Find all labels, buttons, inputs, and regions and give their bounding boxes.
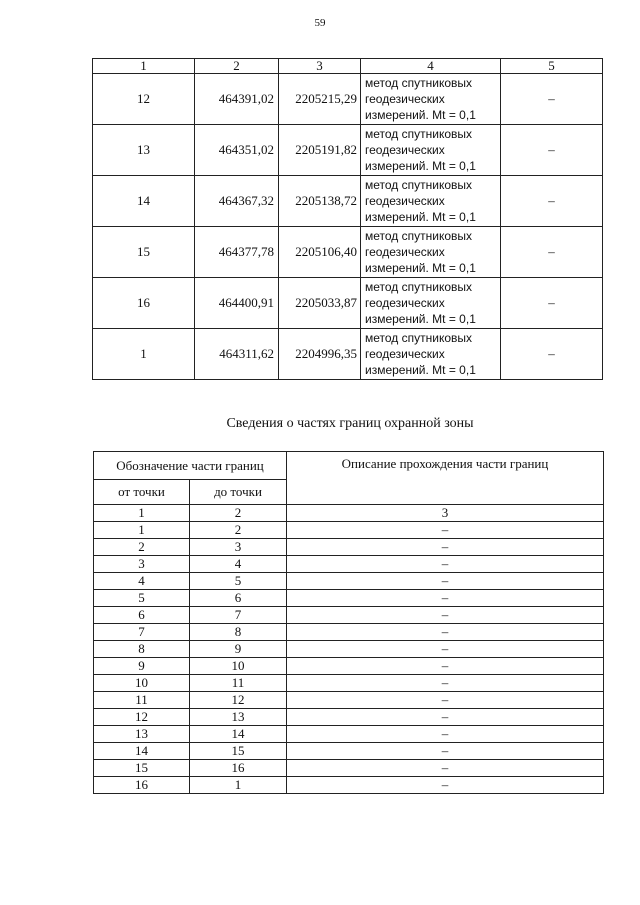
description-header: Описание прохождения части границ <box>287 452 604 505</box>
point-number-cell: 14 <box>93 176 195 227</box>
parts-header-row <box>94 452 604 480</box>
table-row <box>94 743 604 760</box>
y-coordinate-cell: 2204996,35 <box>279 329 361 380</box>
method-cell <box>361 329 501 380</box>
point-number-cell: 13 <box>93 125 195 176</box>
index-cell: 3 <box>287 505 604 522</box>
method-line: измерений. Mt = 0,1 <box>365 363 476 377</box>
x-coordinate-cell: 464367,32 <box>195 176 279 227</box>
method-line: геодезических <box>365 245 445 259</box>
from-point-cell: 7 <box>94 624 190 641</box>
coord-header-cell: 5 <box>501 59 603 74</box>
to-point-cell: 7 <box>190 607 287 624</box>
note-cell: – <box>501 125 603 176</box>
method-line: геодезических <box>365 143 445 157</box>
coord-header-cell: 2 <box>195 59 279 74</box>
description-cell: – <box>287 573 604 590</box>
table-row <box>94 573 604 590</box>
method-line: геодезических <box>365 296 445 310</box>
table-row <box>93 278 603 329</box>
method-cell <box>361 74 501 125</box>
method-line: измерений. Mt = 0,1 <box>365 261 476 275</box>
note-cell: – <box>501 74 603 125</box>
description-cell: – <box>287 743 604 760</box>
to-point-cell: 2 <box>190 522 287 539</box>
description-cell: – <box>287 777 604 794</box>
method-line: измерений. Mt = 0,1 <box>365 210 476 224</box>
table-row <box>94 539 604 556</box>
method-cell <box>361 227 501 278</box>
table-row <box>94 658 604 675</box>
from-point-cell: 2 <box>94 539 190 556</box>
boundary-parts-table <box>93 451 604 794</box>
coordinates-table <box>92 58 603 380</box>
description-cell: – <box>287 624 604 641</box>
parts-index-row <box>94 505 604 522</box>
index-cell: 1 <box>94 505 190 522</box>
table-row <box>94 760 604 777</box>
to-point-cell: 9 <box>190 641 287 658</box>
from-point-cell: 13 <box>94 726 190 743</box>
to-point-cell: 15 <box>190 743 287 760</box>
from-point-cell: 4 <box>94 573 190 590</box>
coord-header-cell: 1 <box>93 59 195 74</box>
section-title: Сведения о частях границ охранной зоны <box>226 416 474 431</box>
description-cell: – <box>287 556 604 573</box>
point-number-cell: 1 <box>93 329 195 380</box>
method-line: метод спутниковых <box>365 280 473 294</box>
point-number-cell: 15 <box>93 227 195 278</box>
table-row <box>94 522 604 539</box>
x-coordinate-cell: 464391,02 <box>195 74 279 125</box>
table-row <box>93 227 603 278</box>
coord-header-cell: 3 <box>279 59 361 74</box>
method-line: метод спутниковых <box>365 331 473 345</box>
x-coordinate-cell: 464400,91 <box>195 278 279 329</box>
table-row <box>94 641 604 658</box>
point-number-cell: 12 <box>93 74 195 125</box>
table-row <box>93 176 603 227</box>
note-cell: – <box>501 176 603 227</box>
description-cell: – <box>287 709 604 726</box>
description-cell: – <box>287 658 604 675</box>
to-point-cell: 5 <box>190 573 287 590</box>
table-row <box>94 777 604 794</box>
from-point-cell: 3 <box>94 556 190 573</box>
coord-header-cell: 4 <box>361 59 501 74</box>
to-point-cell: 16 <box>190 760 287 777</box>
table-row <box>93 329 603 380</box>
from-point-cell: 11 <box>94 692 190 709</box>
x-coordinate-cell: 464351,02 <box>195 125 279 176</box>
to-point-cell: 13 <box>190 709 287 726</box>
method-line: измерений. Mt = 0,1 <box>365 108 476 122</box>
to-point-cell: 6 <box>190 590 287 607</box>
to-point-cell: 11 <box>190 675 287 692</box>
method-line: метод спутниковых <box>365 229 473 243</box>
description-cell: – <box>287 675 604 692</box>
from-point-cell: 5 <box>94 590 190 607</box>
y-coordinate-cell: 2205138,72 <box>279 176 361 227</box>
y-coordinate-cell: 2205106,40 <box>279 227 361 278</box>
point-number-cell: 16 <box>93 278 195 329</box>
method-line: геодезических <box>365 92 445 106</box>
to-point-cell: 3 <box>190 539 287 556</box>
from-point-cell: 12 <box>94 709 190 726</box>
method-line: геодезических <box>365 347 445 361</box>
x-coordinate-cell: 464377,78 <box>195 227 279 278</box>
coord-header-row <box>93 59 603 74</box>
description-cell: – <box>287 760 604 777</box>
note-cell: – <box>501 278 603 329</box>
description-cell: – <box>287 692 604 709</box>
to-point-cell: 14 <box>190 726 287 743</box>
to-point-cell: 1 <box>190 777 287 794</box>
method-line: измерений. Mt = 0,1 <box>365 312 476 326</box>
from-point-cell: 9 <box>94 658 190 675</box>
page-number: 59 <box>314 17 326 29</box>
y-coordinate-cell: 2205215,29 <box>279 74 361 125</box>
table-row <box>94 709 604 726</box>
table-row <box>94 726 604 743</box>
to-point-cell: 4 <box>190 556 287 573</box>
method-line: метод спутниковых <box>365 76 473 90</box>
description-cell: – <box>287 726 604 743</box>
note-cell: – <box>501 227 603 278</box>
designation-header: Обозначение части границ <box>94 452 287 480</box>
from-point-cell: 15 <box>94 760 190 777</box>
from-point-cell: 16 <box>94 777 190 794</box>
table-row <box>94 624 604 641</box>
method-line: измерений. Mt = 0,1 <box>365 159 476 173</box>
method-cell <box>361 278 501 329</box>
method-line: метод спутниковых <box>365 178 473 192</box>
description-cell: – <box>287 522 604 539</box>
description-cell: – <box>287 539 604 556</box>
to-point-cell: 12 <box>190 692 287 709</box>
table-row <box>94 590 604 607</box>
y-coordinate-cell: 2205033,87 <box>279 278 361 329</box>
to-point-cell: 10 <box>190 658 287 675</box>
from-point-cell: 8 <box>94 641 190 658</box>
x-coordinate-cell: 464311,62 <box>195 329 279 380</box>
description-cell: – <box>287 607 604 624</box>
from-point-cell: 1 <box>94 522 190 539</box>
table-row <box>94 675 604 692</box>
table-row <box>94 556 604 573</box>
method-line: метод спутниковых <box>365 127 473 141</box>
table-row <box>93 125 603 176</box>
description-cell: – <box>287 590 604 607</box>
from-point-cell: 10 <box>94 675 190 692</box>
from-point-cell: 14 <box>94 743 190 760</box>
from-point-header: от точки <box>94 480 190 505</box>
y-coordinate-cell: 2205191,82 <box>279 125 361 176</box>
table-row <box>94 692 604 709</box>
to-point-header: до точки <box>190 480 287 505</box>
method-line: геодезических <box>365 194 445 208</box>
from-point-cell: 6 <box>94 607 190 624</box>
index-cell: 2 <box>190 505 287 522</box>
table-row <box>94 607 604 624</box>
note-cell: – <box>501 329 603 380</box>
table-row <box>93 74 603 125</box>
method-cell <box>361 125 501 176</box>
method-cell <box>361 176 501 227</box>
description-cell: – <box>287 641 604 658</box>
to-point-cell: 8 <box>190 624 287 641</box>
